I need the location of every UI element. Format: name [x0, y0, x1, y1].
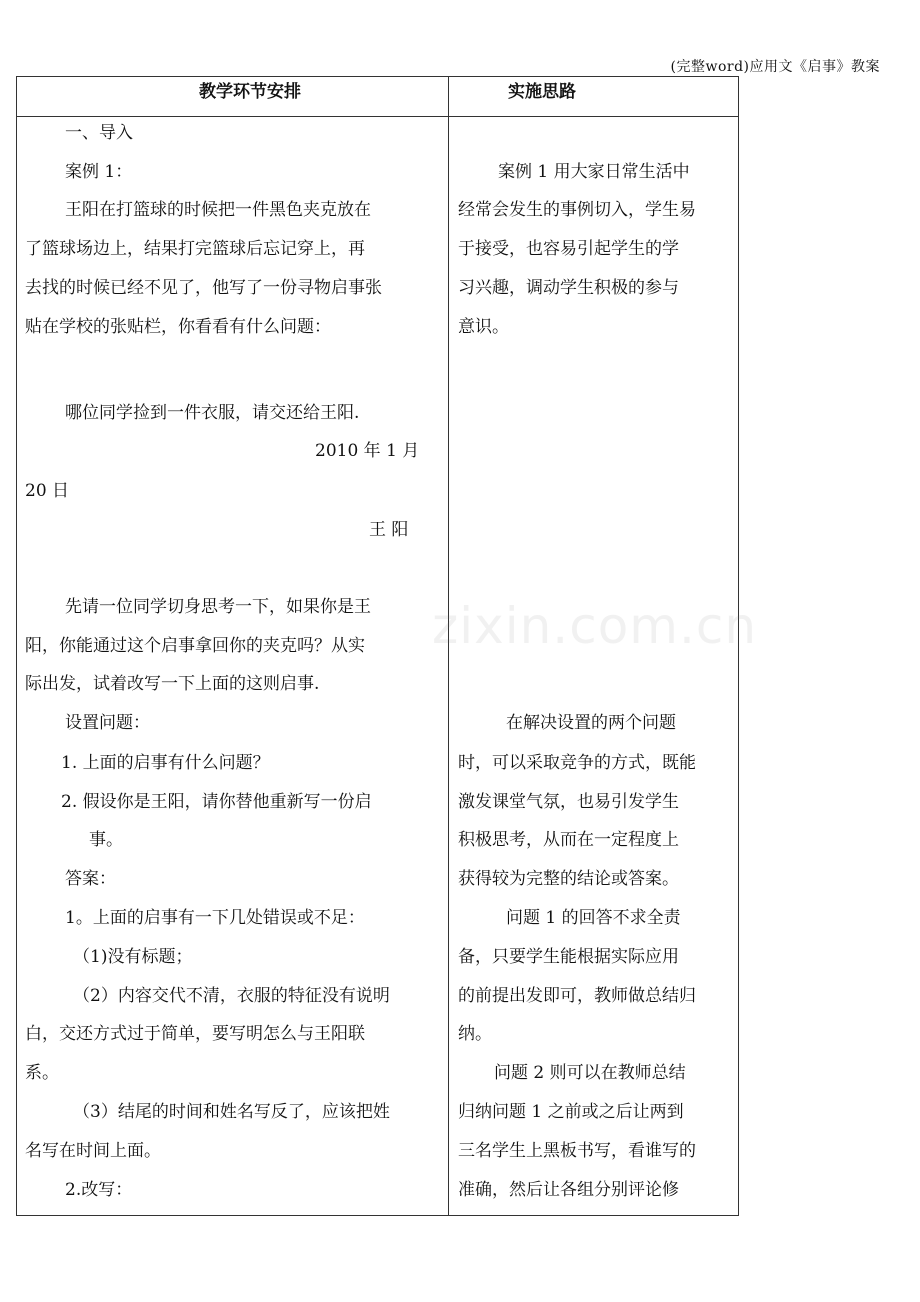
right-line-13: 的前提出发即可，教师做总结归	[458, 986, 696, 1006]
left-line-11: 先请一位同学切身思考一下，如果你是王	[65, 597, 371, 617]
document-header-title: (完整word)应用文《启事》教案	[670, 59, 880, 75]
left-line-5: 去找的时候已经不见了，他写了一份寻物启事张	[25, 278, 382, 298]
right-line-9: 积极思考，从而在一定程度上	[458, 830, 679, 850]
right-line-2: 经常会发生的事例切入，学生易	[458, 200, 696, 220]
answer-2-heading: 2.改写：	[65, 1180, 133, 1200]
answer-1-item-3-line-2: 名写在时间上面。	[25, 1141, 161, 1161]
right-line-15: 问题 2 则可以在教师总结	[494, 1063, 686, 1083]
right-line-7: 时，可以采取竞争的方式，既能	[458, 753, 696, 773]
column-header-implementation-idea: 实施思路	[508, 82, 576, 102]
right-line-3: 于接受，也容易引起学生的学	[458, 239, 679, 259]
notice-signature: 王 阳	[369, 520, 409, 540]
notice-body-line: 哪位同学捡到一件衣服，请交还给王阳.	[65, 403, 360, 423]
left-line-13: 际出发，试着改写一下上面的这则启事.	[25, 674, 320, 694]
question-2-continued: 事。	[89, 830, 123, 850]
answer-heading: 答案：	[65, 869, 116, 889]
left-line-12: 阳，你能通过这个启事拿回你的夹克吗？从实	[25, 636, 365, 656]
right-line-16: 归纳问题 1 之前或之后让两到	[458, 1102, 684, 1122]
right-line-17: 三名学生上黑板书写，看谁写的	[458, 1141, 696, 1161]
watermark-text: zixin.com.cn	[432, 597, 758, 655]
column-header-teaching-arrangement: 教学环节安排	[199, 82, 301, 102]
left-line-6: 贴在学校的张贴栏，你看看有什么问题：	[25, 317, 331, 337]
right-line-18: 准确，然后让各组分别评论修	[458, 1180, 679, 1200]
question-1: 1. 上面的启事有什么问题？	[61, 753, 270, 773]
question-2: 2. 假设你是王阳，请你替他重新写一份启	[61, 792, 372, 812]
right-line-5: 意识。	[458, 317, 509, 337]
left-line-3: 王阳在打篮球的时候把一件黑色夹克放在	[65, 200, 371, 220]
right-line-14: 纳。	[458, 1024, 492, 1044]
answer-1-item-2-line-2: 白，交还方式过于简单，要写明怎么与王阳联	[25, 1024, 365, 1044]
right-line-8: 激发课堂气氛，也易引发学生	[458, 792, 679, 812]
right-line-4: 习兴趣，调动学生积极的参与	[458, 278, 679, 298]
left-line-1: 一、导入	[65, 123, 133, 143]
right-line-10: 获得较为完整的结论或答案。	[458, 869, 679, 889]
answer-1-item-2-line-3: 系。	[25, 1063, 59, 1083]
notice-date-line-2: 20 日	[25, 481, 70, 501]
left-line-2: 案例 1：	[65, 162, 133, 182]
answer-1-item-1: （1)没有标题；	[73, 947, 193, 967]
right-line-12: 备，只要学生能根据实际应用	[458, 947, 679, 967]
left-line-4: 了篮球场边上，结果打完篮球后忘记穿上，再	[25, 239, 365, 259]
notice-date-line-1: 2010 年 1 月	[315, 441, 420, 461]
answer-1-item-3: （3）结尾的时间和姓名写反了，应该把姓	[73, 1102, 390, 1122]
left-line-14: 设置问题：	[65, 713, 150, 733]
right-line-1: 案例 1 用大家日常生活中	[498, 162, 690, 182]
answer-1-item-2: （2）内容交代不清，衣服的特征没有说明	[73, 986, 390, 1006]
right-line-6: 在解决设置的两个问题	[506, 713, 676, 733]
right-line-11: 问题 1 的回答不求全责	[506, 908, 681, 928]
answer-1-heading: 1。上面的启事有一下几处错误或不足：	[65, 908, 365, 928]
